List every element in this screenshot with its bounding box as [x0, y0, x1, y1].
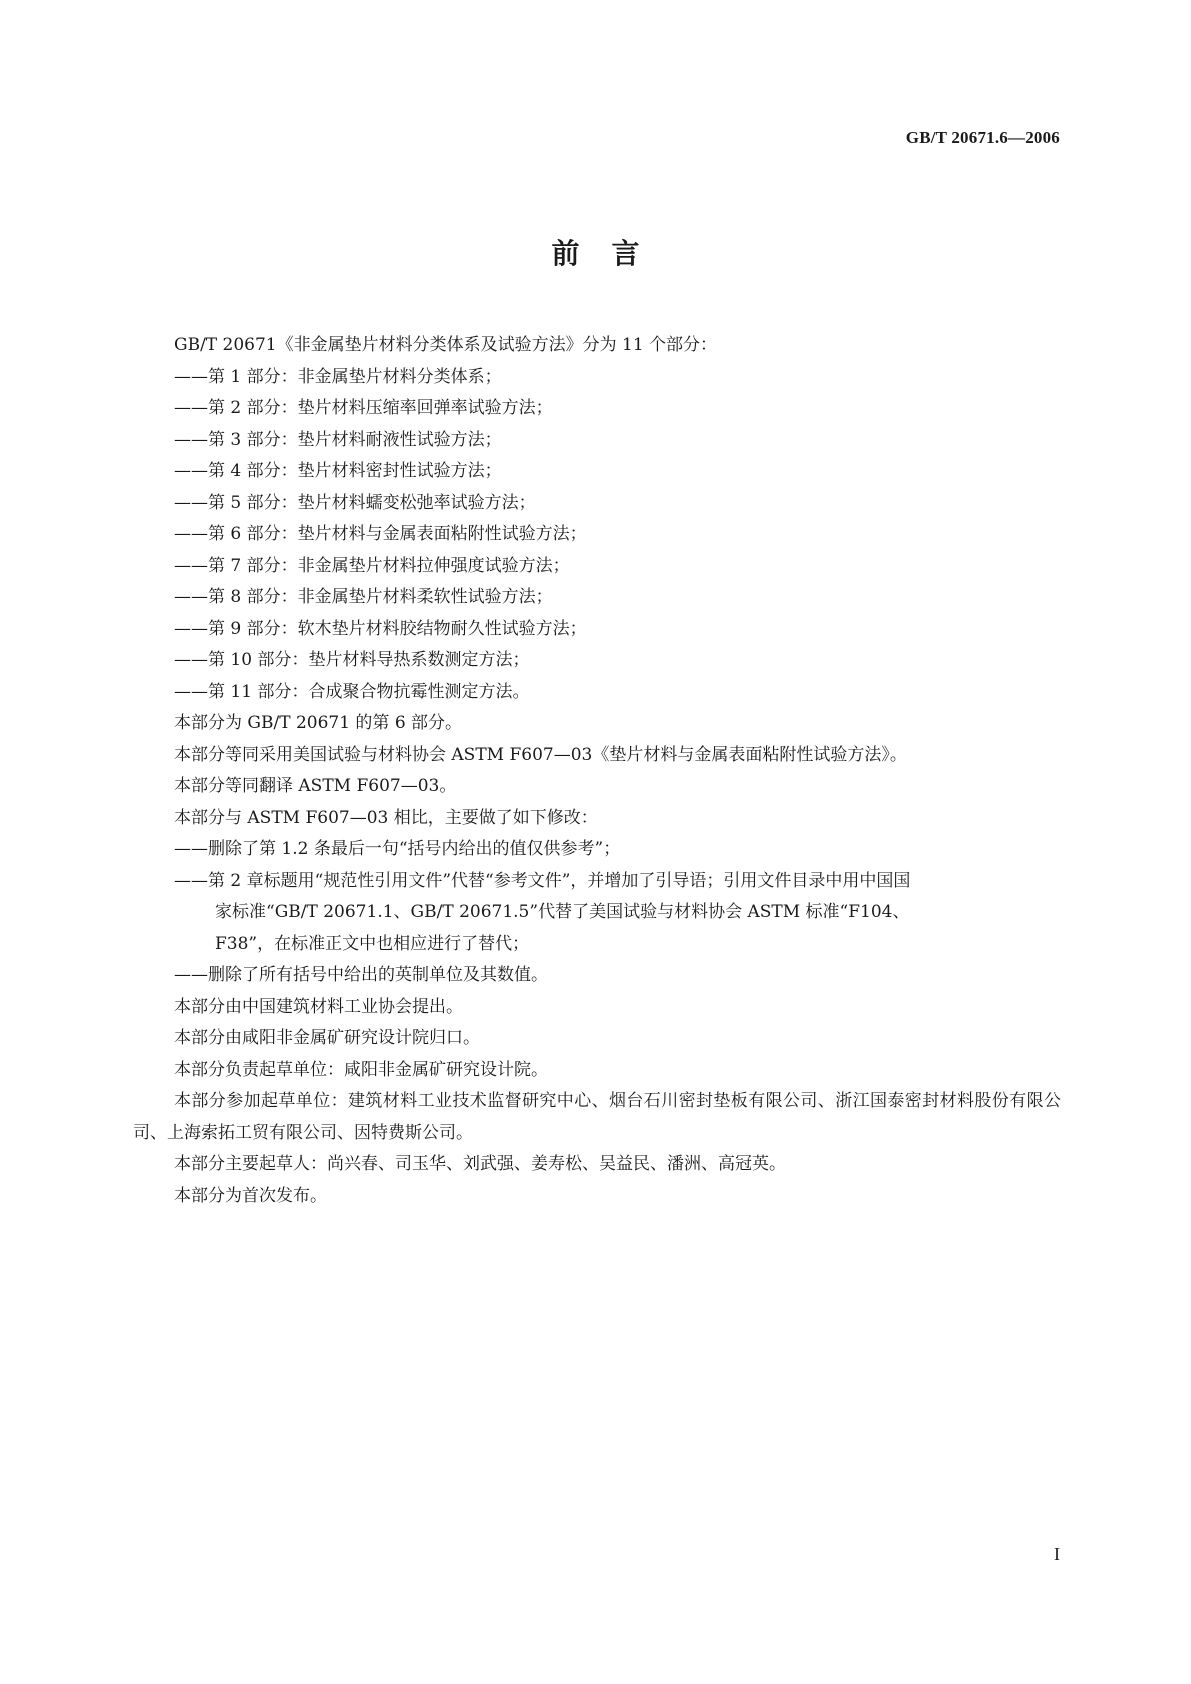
page-title: 前言 [551, 237, 672, 270]
change-item: ——删除了所有括号中给出的英制单位及其数值。 [174, 965, 548, 985]
part-list-item: ——第 11 部分：合成聚合物抗霉性测定方法。 [174, 681, 530, 702]
part-list-item: ——第 1 部分：非金属垫片材料分类体系； [174, 366, 502, 387]
part-statement: 本部分为 GB/T 20671 的第 6 部分。 [174, 713, 463, 733]
foreword-body [133, 330, 1061, 1212]
intro-paragraph: GB/T 20671《非金属垫片材料分类体系及试验方法》分为 11 个部分： [174, 335, 718, 355]
drafting-unit: 本部分负责起草单位：咸阳非金属矿研究设计院。 [174, 1059, 548, 1080]
first-release: 本部分为首次发布。 [174, 1185, 327, 1206]
changes-intro: 本部分与 ASTM F607—03 相比，主要做了如下修改： [174, 807, 598, 828]
part-list-item: ——第 6 部分：垫片材料与金属表面粘附性试验方法； [174, 524, 587, 544]
change-item: ——删除了第 1.2 条最后一句“括号内给出的值仅供参考”； [174, 839, 621, 859]
part-list-item: ——第 2 部分：垫片材料压缩率回弹率试验方法； [174, 398, 553, 418]
standard-code: GB/T 20671.6—2006 [905, 128, 1060, 147]
part-list-item: ——第 10 部分：垫片材料导热系数测定方法； [174, 650, 530, 670]
participating-units: 本部分参加起草单位：建筑材料工业技术监督研究中心、烟台石川密封垫板有限公司、浙江国泰密封材料股份有限公司、上海索拓工贸有限公司、因特费斯公司。 [133, 1091, 1061, 1143]
part-list-item: ——第 9 部分：软木垫片材料胶结物耐久性试验方法； [174, 618, 587, 639]
change-item-continuation: F38”，在标准正文中也相应进行了替代； [215, 933, 530, 954]
part-list-item: ——第 3 部分：垫片材料耐液性试验方法； [174, 429, 502, 450]
page-number: I [1054, 1544, 1060, 1564]
proposed-by: 本部分由中国建筑材料工业协会提出。 [174, 996, 463, 1017]
part-list-item: ——第 8 部分：非金属垫片材料柔软性试验方法； [174, 587, 553, 607]
centralized-by: 本部分由咸阳非金属矿研究设计院归口。 [174, 1028, 480, 1048]
part-list-item: ——第 4 部分：垫片材料密封性试验方法； [174, 461, 502, 481]
translation-statement: 本部分等同翻译 ASTM F607—03。 [174, 776, 457, 796]
adoption-statement: 本部分等同采用美国试验与材料协会 ASTM F607—03《垫片材料与金属表面粘附性试验方法》。 [174, 744, 907, 765]
change-item: ——第 2 章标题用“规范性引用文件”代替“参考文件”，并增加了引导语；引用文件目录中用中国国 [174, 870, 911, 891]
change-item-continuation: 家标准“GB/T 20671.1、GB/T 20671.5”代替了美国试验与材料协会 ASTM 标准“F104、 [215, 902, 910, 922]
part-list-item: ——第 5 部分：垫片材料蠕变松弛率试验方法； [174, 492, 536, 513]
part-list-item: ——第 7 部分：非金属垫片材料拉伸强度试验方法； [174, 555, 570, 576]
main-drafters: 本部分主要起草人：尚兴春、司玉华、刘武强、姜寿松、吴益民、潘洲、高冠英。 [174, 1154, 786, 1174]
